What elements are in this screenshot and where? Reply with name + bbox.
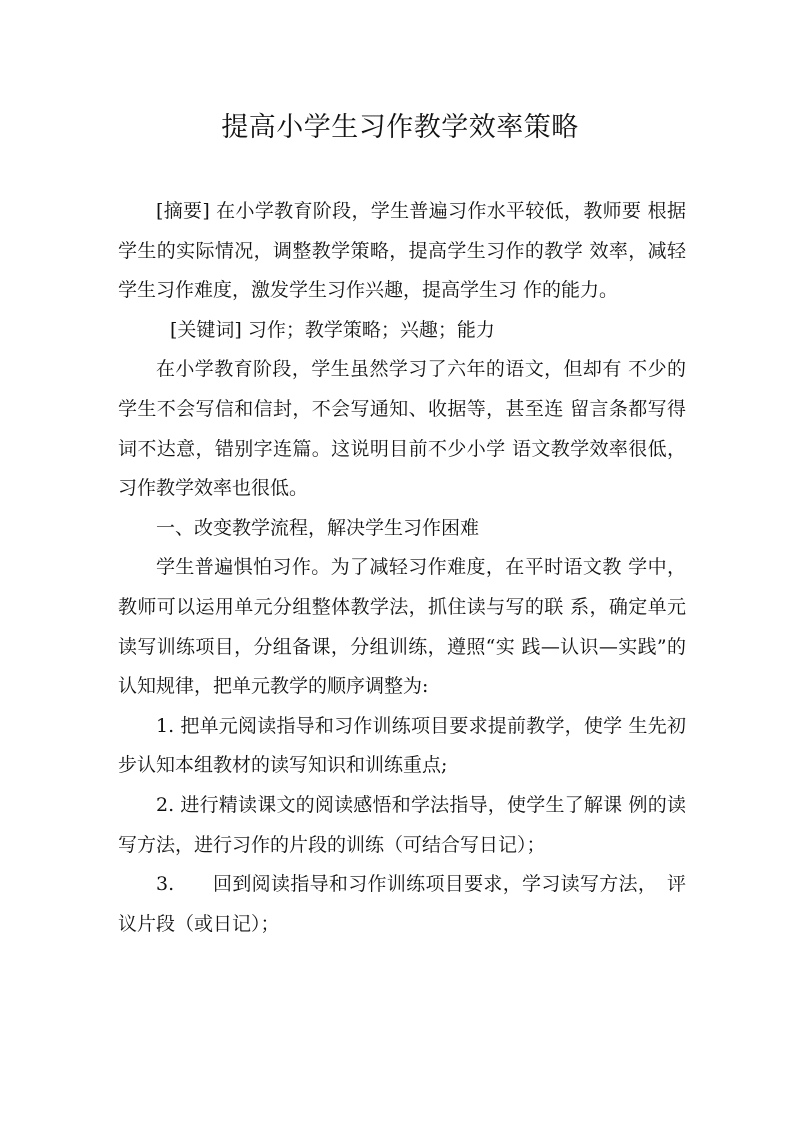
list-item-2: 2. 进行精读课文的阅读感悟和学法指导，使学生了解课 例的读写方法，进行习作的片段的训练（可结合写日记）； [118, 793, 686, 856]
intro-paragraph: 在小学教育阶段，学生虽然学习了六年的语文，但却有 不少的学生不会写信和信封，不会写通知、收据等，甚至连 留言条都写得词不达意，错别字连篇。这说明目前不少小学 语文教学效率很低，习作教学效率也很低。 [118, 358, 686, 500]
document-title: 提高小学生习作教学效率策略 [221, 112, 579, 143]
abstract-paragraph: [摘要] 在小学教育阶段，学生普遍习作水平较低，教师要 根据学生的实际情况，调整教学策略，提高学生习作的教学 效率，减轻学生习作难度，激发学生习作兴趣，提高学生习 作的能力。 [118, 200, 686, 302]
section-heading: 一、改变教学流程，解决学生习作困难 [156, 516, 480, 539]
section-paragraph: 学生普遍惧怕习作。为了减轻习作难度，在平时语文教 学中，教师可以运用单元分组整体教学法，抓住读与写的联 系，确定单元读写训练项目，分组备课，分组训练，遵照“实 践—认识—实践”的认知规律，把单元教学的顺序调整为: [118, 556, 686, 698]
keywords-paragraph: [关键词] 习作；教学策略；兴趣；能力 [170, 318, 495, 341]
list-item-3: 3. 回到阅读指导和习作训练项目要求，学习读写方法， 评议片段（或日记）； [118, 873, 686, 935]
list-item-1: 1. 把单元阅读指导和习作训练项目要求提前教学，使学 生先初步认知本组教材的读写知识和训练重点; [118, 714, 686, 777]
document-body [118, 192, 686, 944]
